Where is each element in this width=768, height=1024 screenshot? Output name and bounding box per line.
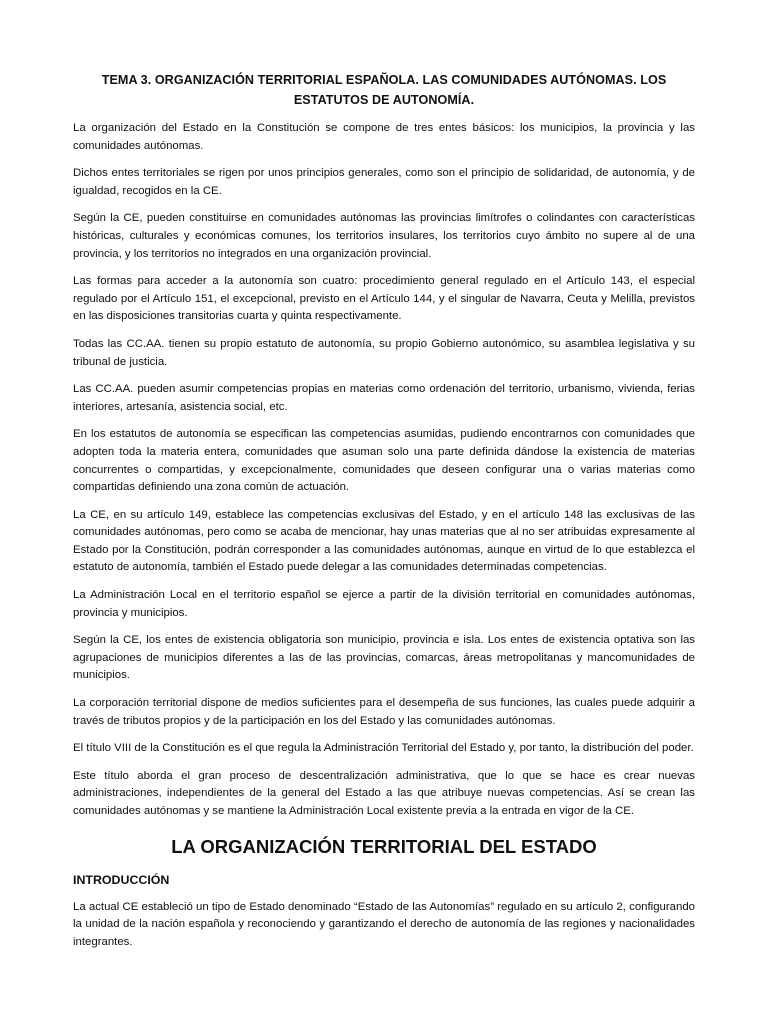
document-title: TEMA 3. ORGANIZACIÓN TERRITORIAL ESPAÑOLA. LAS COMUNIDADES AUTÓNOMAS. LOS ESTATUTOS DE AUTONOMÍA. (101, 73, 667, 107)
paragraph: Según la CE, los entes de existencia obligatoria son municipio, provincia e isla. Los entes de existencia optativa son las agrupaciones de municipios diferentes a las de las provincias, comarcas, áreas metropolitanas y mancomunidades de municipios. (73, 634, 695, 682)
paragraph: Dichos entes territoriales se rigen por unos principios generales, como son el principio de solidaridad, de autonomía, y de igualdad, recogidos en la CE. (73, 167, 695, 197)
paragraph: La CE, en su artículo 149, establece las competencias exclusivas del Estado, y en el artículo 148 las exclusivas de las comunidades autónomas, pero como se acaba de mencionar, hay unas materias que al no ser atribuidas expresamente al Estado por la Constitución, podrán corresponder a las comunidades autónomas, aunque en virtud de lo que establezca el estatuto de autonomía, también el Estado puede delegar a las comunidades determinadas competencias. (73, 508, 695, 574)
paragraph: Este título aborda el gran proceso de descentralización administrativa, que lo que se hace es crear nuevas administraciones, independientes de la general del Estado a las que atribuye nuevas competencias. Así se crean las comunidades autónomas y se mantiene la Administración Local existente previa a la entrada en vigor de la CE. (73, 769, 695, 817)
paragraph: Todas las CC.AA. tienen su propio estatuto de autonomía, su propio Gobierno autonómico, su asamblea legislativa y su tribunal de justicia. (73, 337, 695, 368)
paragraph: Según la CE, pueden constituirse en comunidades autónomas las provincias limítrofes o colindantes con características históricas, culturales y económicas comunes, los territorios insulares, los territorios cuyo ámbito no supere al de una provincia, y los territorios no integrados en una organización provincial. (73, 212, 695, 260)
paragraph: Las formas para acceder a la autonomía son cuatro: procedimiento general regulado en el Artículo 143, el especial regulado por el Artículo 151, el excepcional, previsto en el Artículo 144, y el singular de Navarra, Ceuta y Melilla, previstos en las disposiciones transitorias cuarta y quinta respectivamente. (73, 275, 695, 323)
subheading: INTRODUCCIÓN (73, 872, 170, 887)
section-heading: LA ORGANIZACIÓN TERRITORIAL DEL ESTADO (171, 835, 597, 857)
intro-paragraph: La actual CE estableció un tipo de Estado denominado “Estado de las Autonomías” regulado en su artículo 2, configurando la unidad de la nación española y reconociendo y garantizando el derecho de autonomía de las regiones y nacionalidades integrantes. (73, 900, 695, 948)
paragraph: Las CC.AA. pueden asumir competencias propias en materias como ordenación del territorio, urbanismo, vivienda, ferias interiores, artesanía, asistencia social, etc. (73, 383, 695, 413)
paragraph: La organización del Estado en la Constitución se compone de tres entes básicos: los municipios, la provincia y las comunidades autónomas. (73, 122, 695, 152)
paragraph: La corporación territorial dispone de medios suficientes para el desempeña de sus funciones, las cuales puede adquirir a través de tributos propios y de la participación en los del Estado y las comunidades autónomas. (73, 697, 695, 727)
paragraph: El título VIII de la Constitución es el que regula la Administración Territorial del Estado y, por tanto, la distribución del poder. (73, 742, 694, 755)
paragraph: La Administración Local en el territorio español se ejerce a partir de la división territorial en comunidades autónomas, provincia y municipios. (73, 589, 695, 619)
paragraph: En los estatutos de autonomía se especifican las competencias asumidas, pudiendo encontrarnos con comunidades que adopten toda la materia entera, comunidades que asuman solo una parte definida dándose la existencia de materias concurrentes o compartidas, y excepcionalmente, comunidades que deseen configurar una o varias materias como compartidas definiendo una zona común de actuación. (73, 428, 695, 494)
